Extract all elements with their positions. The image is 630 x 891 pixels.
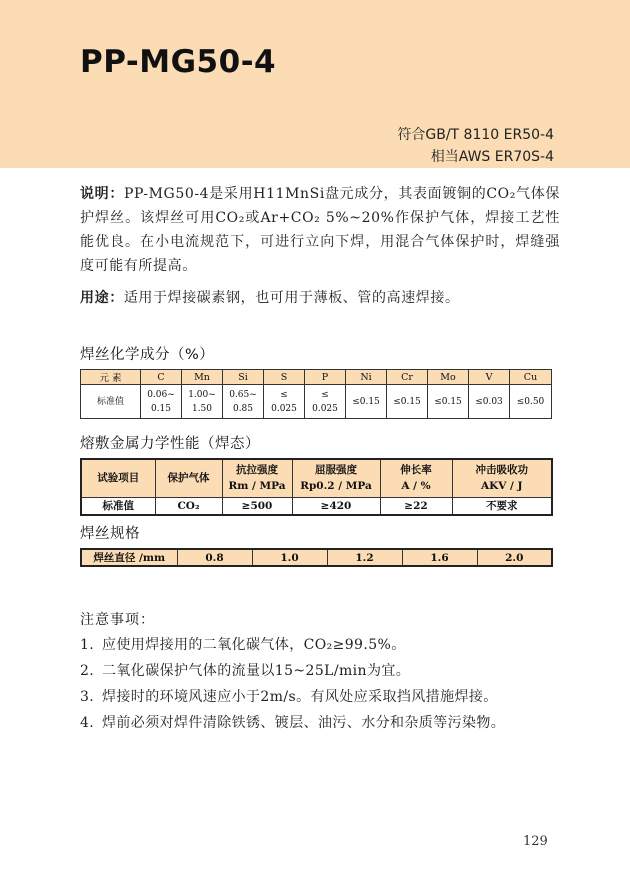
mech-header-elongation: 伸长率 A / % bbox=[380, 459, 452, 497]
mech-header-test-item: 试验项目 bbox=[81, 459, 155, 497]
usage-paragraph bbox=[80, 286, 560, 310]
usage-text: 适用于焊接碳素钢，也可用于薄板、管的高速焊接。 bbox=[123, 290, 460, 306]
description-text: PP-MG50-4是采用H11MnSi盘元成分，其表面镀铜的CO₂气体保护焊丝。该焊丝可用CO₂或Ar+CO₂ 5%~20%作保护气体，焊接工艺性能优良。在小电流规范下，可进行立向下焊，用混合气体保护时，焊缝强度可能有所提高。 bbox=[80, 186, 560, 274]
usage-label: 用途： bbox=[80, 290, 124, 306]
standard-aws: 相当AWS ER70S-4 bbox=[430, 149, 554, 165]
chem-header-mn: Mn bbox=[182, 370, 223, 385]
chem-header-p: P bbox=[305, 370, 346, 385]
chem-header-s: S bbox=[264, 370, 305, 385]
mech-header-impact: 冲击吸收功 AKV / J bbox=[452, 459, 552, 497]
chemical-header-row bbox=[81, 370, 552, 385]
mech-header-shield-gas: 保护气体 bbox=[155, 459, 222, 497]
mechanical-value-row bbox=[81, 497, 552, 515]
chem-header-label: 元 素 bbox=[81, 370, 141, 385]
chemical-section-title: 焊丝化学成分（%） bbox=[80, 347, 215, 363]
notes-title: 注意事项： bbox=[80, 612, 155, 628]
mech-header-tensile: 抗拉强度 Rm / MPa bbox=[222, 459, 292, 497]
standard-gb: 符合GB/T 8110 ER50-4 bbox=[397, 127, 554, 143]
mech-value-gas: CO₂ bbox=[155, 497, 222, 515]
mech-value-impact: 不要求 bbox=[452, 497, 552, 515]
note-item: 2. 二氧化碳保护气体的流量以15~25L/min为宜。 bbox=[80, 663, 411, 679]
chem-header-mo: Mo bbox=[428, 370, 469, 385]
spec-row bbox=[81, 549, 552, 566]
chemical-composition-table bbox=[80, 369, 552, 419]
chem-header-c: C bbox=[141, 370, 182, 385]
chemical-value-row bbox=[81, 385, 552, 419]
chem-value-p: ≤ 0.025 bbox=[305, 385, 346, 419]
product-model-title: PP-MG50-4 bbox=[80, 44, 277, 80]
mech-header-yield: 屈服强度 Rp0.2 / MPa bbox=[292, 459, 380, 497]
mech-value-label: 标准值 bbox=[81, 497, 155, 515]
note-item: 3. 焊接时的环境风速应小于2m/s。有风处应采取挡风措施焊接。 bbox=[80, 689, 498, 705]
chem-value-mn: 1.00~ 1.50 bbox=[182, 385, 223, 419]
mech-value-tensile: ≥500 bbox=[222, 497, 292, 515]
spec-diameter-value: 1.6 bbox=[402, 549, 477, 566]
description-label: 说明： bbox=[80, 186, 125, 202]
spec-diameter-value: 1.0 bbox=[252, 549, 327, 566]
chem-value-cr: ≤0.15 bbox=[387, 385, 428, 419]
chem-value-si: 0.65~ 0.85 bbox=[223, 385, 264, 419]
chem-value-mo: ≤0.15 bbox=[428, 385, 469, 419]
mechanical-section-title: 熔敷金属力学性能（焊态） bbox=[80, 436, 260, 452]
spec-diameter-value: 2.0 bbox=[477, 549, 552, 566]
notes-list bbox=[80, 632, 580, 736]
chem-value-s: ≤ 0.025 bbox=[264, 385, 305, 419]
mech-value-yield: ≥420 bbox=[292, 497, 380, 515]
note-item: 4. 焊前必须对焊件清除铁锈、镀层、油污、水分和杂质等污染物。 bbox=[80, 715, 506, 731]
page-number: 129 bbox=[523, 834, 548, 849]
chem-header-v: V bbox=[469, 370, 510, 385]
wire-spec-table bbox=[80, 548, 553, 567]
chem-value-ni: ≤0.15 bbox=[346, 385, 387, 419]
chem-header-ni: Ni bbox=[346, 370, 387, 385]
chem-header-cu: Cu bbox=[510, 370, 552, 385]
chem-header-si: Si bbox=[223, 370, 264, 385]
spec-label: 焊丝直径 /mm bbox=[81, 549, 177, 566]
note-item: 1. 应使用焊接用的二氧化碳气体，CO₂≥99.5%。 bbox=[80, 637, 406, 653]
mech-value-elongation: ≥22 bbox=[380, 497, 452, 515]
description-paragraph bbox=[80, 182, 560, 278]
spec-section-title: 焊丝规格 bbox=[80, 526, 140, 542]
mechanical-properties-table bbox=[80, 458, 553, 516]
mechanical-header-row bbox=[81, 459, 552, 497]
chem-value-c: 0.06~ 0.15 bbox=[141, 385, 182, 419]
chem-value-v: ≤0.03 bbox=[469, 385, 510, 419]
chem-value-cu: ≤0.50 bbox=[510, 385, 552, 419]
spec-diameter-value: 1.2 bbox=[327, 549, 402, 566]
chem-row-label: 标准值 bbox=[81, 385, 141, 419]
chem-header-cr: Cr bbox=[387, 370, 428, 385]
spec-diameter-value: 0.8 bbox=[177, 549, 252, 566]
